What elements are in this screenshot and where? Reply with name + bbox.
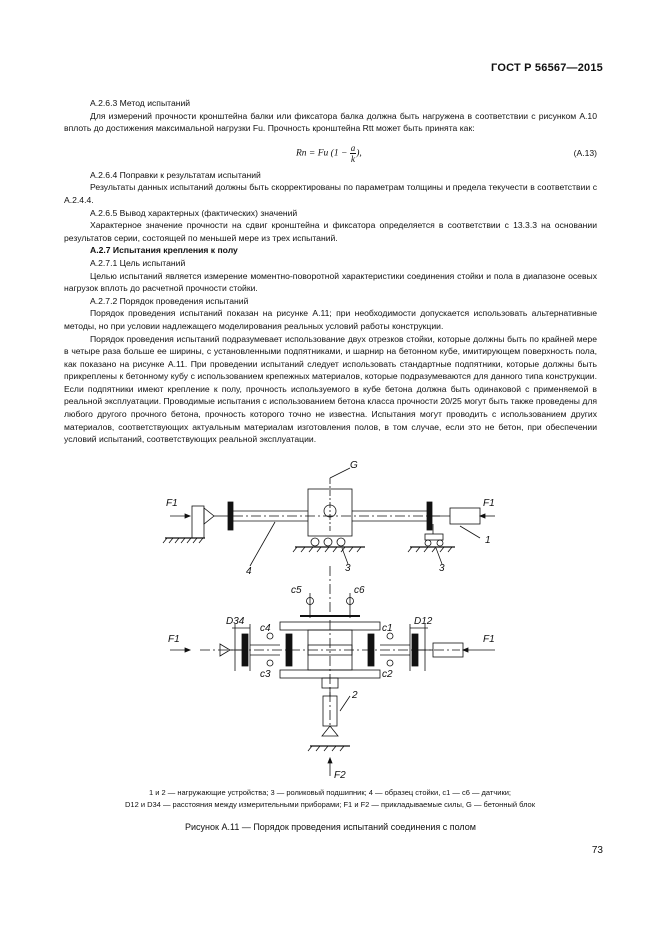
formula-number: (А.13) — [573, 147, 597, 158]
label-1: 1 — [485, 535, 491, 546]
formula-lhs: Rn = Fu — [296, 148, 329, 159]
paragraph: Для измерений прочности кронштейна балки или фиксатора балка должна быть нагружена в соответствии с рисунком А.10 вплоть до достижения максимальной нагрузки Fu. Прочность кронштейна Rtt может быть принята как: — [64, 110, 597, 134]
fraction-numerator: a — [350, 142, 356, 153]
label-c2: c2 — [382, 669, 393, 680]
figure-a11-diagram — [150, 456, 510, 786]
label-c6: c6 — [354, 585, 365, 596]
legend-line: 1 и 2 — нагружающие устройства; 3 — роликовый подшипник; 4 — образец стойки, c1 — c6 — датчики; — [148, 788, 512, 797]
label-f1-plan-left: F1 — [168, 634, 180, 645]
formula-close: ), — [356, 148, 362, 159]
section-heading: А.2.6.4 Поправки к результатам испытаний — [90, 169, 261, 180]
label-d34: D34 — [226, 616, 245, 627]
formula-expression — [296, 143, 362, 164]
standard-header: ГОСТ Р 56567—2015 — [491, 62, 603, 74]
label-d12: D12 — [414, 616, 433, 627]
paragraph: Порядок проведения испытаний показан на рисунке А.11; при необходимости допускается использовать альтернативные методы, но при условии надлежащего моделирования реальных условий работы конструкции. — [64, 308, 597, 331]
label-4: 4 — [246, 566, 252, 577]
label-f1-top-right: F1 — [483, 498, 495, 509]
label-c3: c3 — [260, 669, 271, 680]
label-f1-plan-right: F1 — [483, 634, 495, 645]
label-g: G — [350, 460, 358, 471]
label-3-right: 3 — [439, 563, 445, 574]
section-heading-bold: А.2.7 Испытания крепления к полу — [90, 245, 238, 256]
figure-legend — [80, 787, 580, 810]
section-heading: А.2.7.2 Порядок проведения испытаний — [90, 295, 249, 306]
paragraph: Результаты данных испытаний должны быть скорректированы по параметрам толщины и предела текучести в соответствии с А.2.4.4. — [64, 182, 597, 205]
paragraph: Характерное значение прочности на сдвиг кронштейна и фиксатора определяется в соответствии с 13.3.3 на основании результатов серии, состоящей по меньшей мере из трех испытаний. — [64, 220, 597, 243]
formula-a13 — [64, 135, 597, 169]
label-f1-top-left: F1 — [166, 498, 178, 509]
formula-open: (1 − — [330, 148, 348, 159]
label-f2: F2 — [334, 770, 346, 781]
label-c1: c1 — [382, 623, 393, 634]
section-heading: А.2.6.5 Вывод характерных (фактических) значений — [90, 207, 298, 218]
section-heading: А.2.7.1 Цель испытаний — [90, 257, 186, 268]
paragraph: Порядок проведения испытаний подразумевает использование двух отрезков стойки, которые должны быть по крайней мере в четыре раза больше ее ширины, с установленными подпятниками, и шарнир на бетонном кубе, имитирующем поверхность пола, как показано на рисунке А.11. При проведении испытаний следует использовать стандартные подпятники, которые должны быть прикреплены к бетонному кубу с использованием крепежных материалов, которые подразумеваются для данного типа конструкции. Если подпятники имеют крепление к полу, прочность используемого в кубе бетона должна быть одинаковой с применяемой в реальной эксплуатации. Проводимые испытания с использованием бетона класса прочности 20/25 могут быть также проведены для любого другого прочного бетона, прочность которого точно не известна. Испытания могут проводить с использованием других материалов, соответствующих актуальным материалам изготовления полов, в том случае, если это не бетон, при обеспечении условий испытаний, соответствующих реальной эксплуатации. — [64, 333, 597, 445]
label-3-center: 3 — [345, 563, 351, 574]
section-heading: А.2.6.3 Метод испытаний — [90, 98, 191, 108]
plan-view — [170, 566, 495, 776]
body-text — [64, 97, 597, 446]
label-c4: c4 — [260, 623, 271, 634]
legend-line: D12 и D34 — расстояния между измерительными приборами; F1 и F2 — прикладываемые силы, G — бетонный блок — [124, 799, 536, 809]
fraction-denominator: k — [350, 153, 355, 164]
label-c5: c5 — [291, 585, 302, 596]
top-view — [163, 468, 495, 566]
page-number: 73 — [591, 845, 603, 856]
paragraph: Целью испытаний является измерение моментно-поворотной характеристики соединения стойки и пола в диапазоне осевых нагрузок вплоть до расчетной прочности стойки. — [64, 270, 597, 294]
label-2: 2 — [352, 690, 358, 701]
figure-caption: Рисунок А.11 — Порядок проведения испытаний соединения с полом — [185, 822, 476, 832]
left-support — [192, 506, 204, 538]
